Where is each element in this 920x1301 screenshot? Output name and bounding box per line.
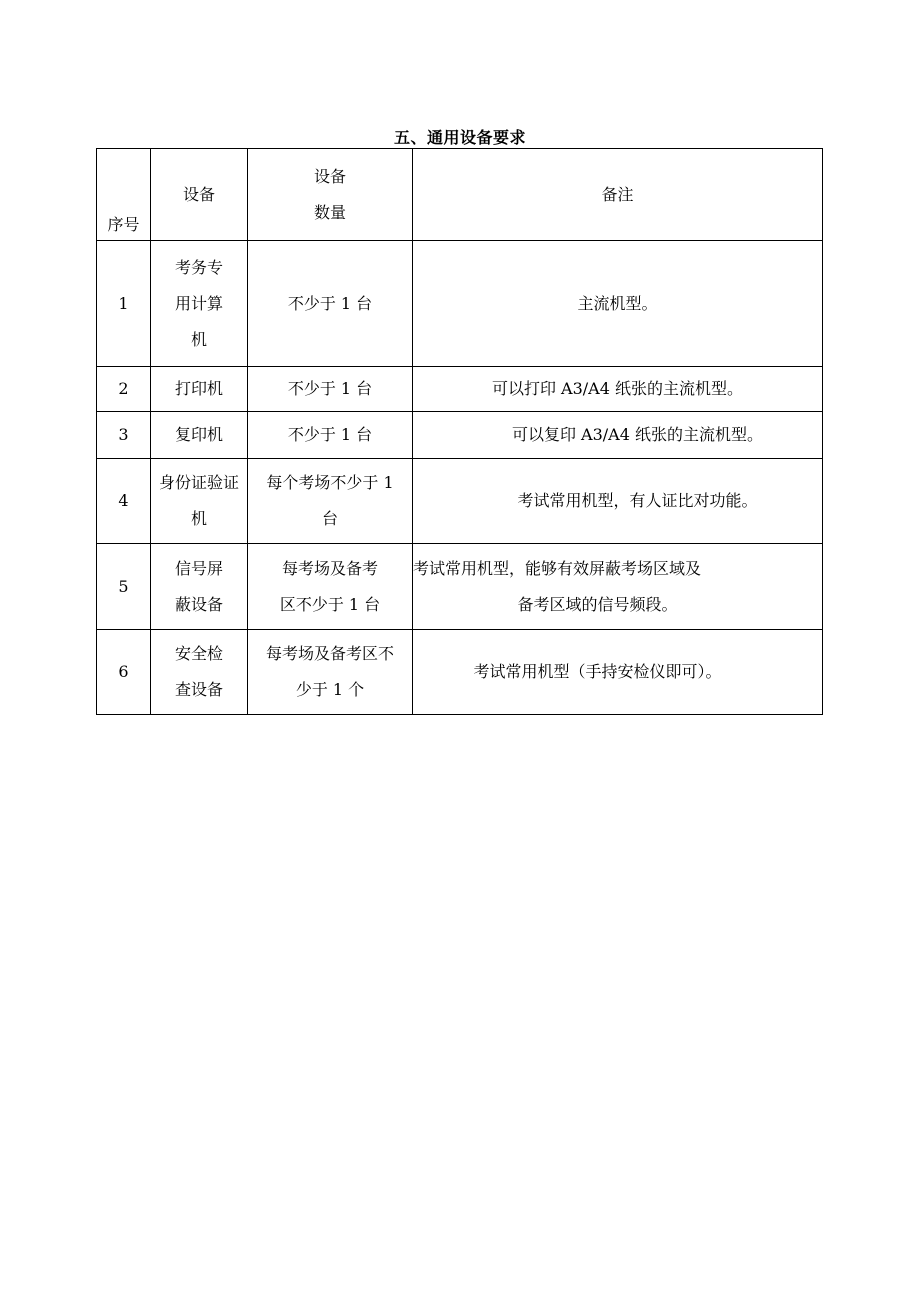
device-line: 查设备 <box>174 680 223 699</box>
row-qty <box>248 367 413 412</box>
note-line: 主流机型。 <box>577 293 658 313</box>
device-line: 身份证验证 <box>158 473 239 492</box>
equipment-table <box>96 148 823 715</box>
header-device: 设备 <box>151 149 248 241</box>
row-device <box>151 412 248 459</box>
note-line: 考试常用机型（手持安检仪即可）。 <box>473 662 722 681</box>
row-note <box>413 630 823 715</box>
device-line: 蔽设备 <box>174 594 223 614</box>
device-line: 复印机 <box>174 425 223 444</box>
row-device <box>151 367 248 412</box>
row-note <box>413 459 823 544</box>
device-line: 机 <box>190 329 207 349</box>
row-note <box>413 544 823 630</box>
row-qty <box>248 630 413 715</box>
row-note <box>413 412 823 459</box>
qty-line: 不少于 1 台 <box>287 293 373 313</box>
table-row <box>97 544 823 630</box>
header-qty-line2: 数量 <box>313 202 346 222</box>
device-line: 机 <box>190 509 207 528</box>
qty-line: 不少于 1 台 <box>287 425 373 444</box>
header-note: 备注 <box>413 149 823 241</box>
header-qty-line1: 设备 <box>313 166 346 186</box>
row-no: 5 <box>97 544 151 630</box>
note-line: 可以复印 A3/A4 纸张的主流机型。 <box>511 425 764 444</box>
row-no: 6 <box>97 630 151 715</box>
note-line: 备考区域的信号频段。 <box>517 594 678 614</box>
qty-line: 每考场及备考 <box>281 558 378 578</box>
row-qty <box>248 412 413 459</box>
qty-line: 少于 1 个 <box>295 680 365 699</box>
table-header-row <box>97 149 823 241</box>
qty-line: 台 <box>321 509 338 528</box>
table-row <box>97 367 823 412</box>
table-row <box>97 412 823 459</box>
row-qty <box>248 459 413 544</box>
row-device <box>151 630 248 715</box>
device-line: 考务专 <box>174 257 223 277</box>
row-no: 1 <box>97 241 151 367</box>
row-qty <box>248 241 413 367</box>
table-row <box>97 459 823 544</box>
note-line: 考试常用机型，有人证比对功能。 <box>517 491 758 510</box>
qty-line: 区不少于 1 台 <box>279 594 381 614</box>
row-note <box>413 367 823 412</box>
header-no: 序号 <box>97 149 151 241</box>
row-no: 2 <box>97 367 151 412</box>
row-no: 4 <box>97 459 151 544</box>
qty-line: 每个考场不少于 1 <box>266 473 394 492</box>
note-line: 考试常用机型，能够有效屏蔽考场区域及 <box>413 558 702 578</box>
device-line: 打印机 <box>174 379 223 398</box>
table-row <box>97 630 823 715</box>
row-note <box>413 241 823 367</box>
device-line: 信号屏 <box>174 558 223 578</box>
qty-line: 不少于 1 台 <box>287 379 373 398</box>
table-row <box>97 241 823 367</box>
row-no: 3 <box>97 412 151 459</box>
header-qty <box>248 149 413 241</box>
page-title: 五、通用设备要求 <box>393 128 526 147</box>
row-qty <box>248 544 413 630</box>
note-line: 可以打印 A3/A4 纸张的主流机型。 <box>491 379 744 398</box>
row-device <box>151 544 248 630</box>
device-line: 安全检 <box>174 644 223 663</box>
row-device <box>151 241 248 367</box>
row-device <box>151 459 248 544</box>
qty-line: 每考场及备考区不 <box>265 644 394 663</box>
device-line: 用计算 <box>174 293 223 313</box>
